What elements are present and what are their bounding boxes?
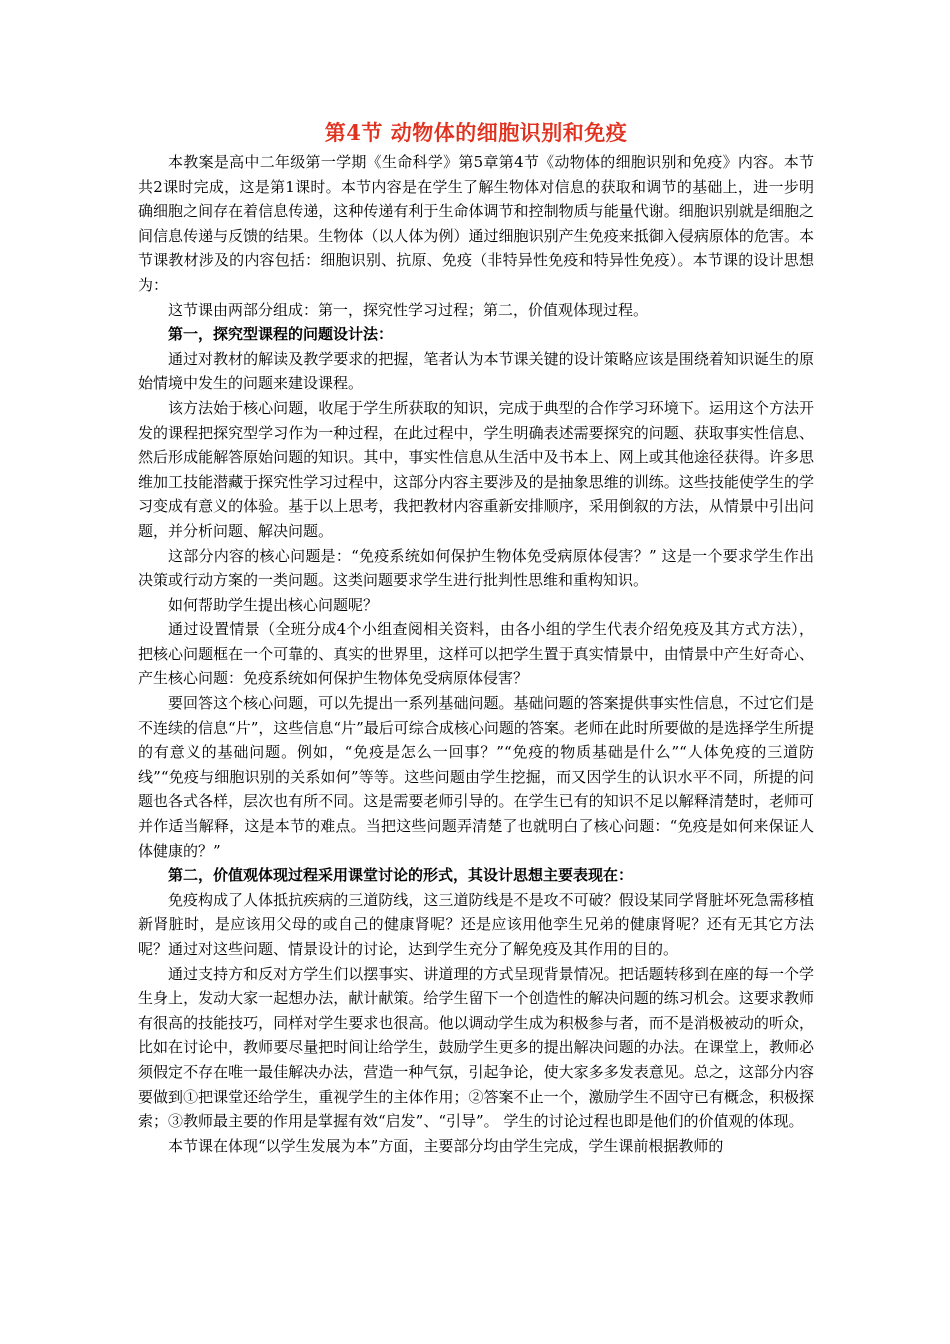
paragraph: 通过设置情景（全班分成4个小组查阅相关资料，由各小组的学生代表介绍免疫及其方式方法），把核心问题框在一个可靠的、真实的世界里，这样可以把学生置于真实情景中，由情景中产生好奇心、产生核心问题：免疫系统如何保护生物体免受病原体侵害？ <box>138 620 814 688</box>
paragraph: 要回答这个核心问题，可以先提出一系列基础问题。基础问题的答案提供事实性信息，不过它们是不连续的信息“片”，这些信息“片”最后可综合成核心问题的答案。老师在此时所要做的是选择学生所提的有意义的基础问题。例如，“免疫是怎么一回事？”“免疫的物质基础是什么”“人体免疫的三道防线”“免疫与细胞识别的关系如何”等等。这些问题由学生挖掘，而又因学生的认识水平不同，所提的问题也各式各样，层次也有所不同。这是需要老师引导的。在学生已有的知识不足以解释清楚时，老师可并作适当解释，这是本节的难点。当把这些问题弄清楚了也就明白了核心问题：“免疫是如何来保证人体健康的？” <box>138 694 814 860</box>
section-heading: 第二，价值观体现过程采用课堂讨论的形式，其设计思想主要表现在： <box>168 866 634 885</box>
document-title: 第4节 动物体的细胞识别和免疫 <box>324 120 628 145</box>
paragraph: 通过支持方和反对方学生们以摆事实、讲道理的方式呈现背景情况。把话题转移到在座的每一个学生身上，发动大家一起想办法，献计献策。给学生留下一个创造性的解决问题的练习机会。这要求教师有很高的技能技巧，同样对学生要求也很高。他以调动学生成为积极参与者，而不是消极被动的听众，比如在讨论中，教师要尽量把时间让给学生，鼓励学生更多的提出解决问题的办法。在课堂上，教师必须假定不存在唯一最佳解决办法，营造一种气氛，引起争论，使大家多多发表意见。总之，这部分内容要做到①把课堂还给学生，重视学生的主体作用；②答案不止一个，激励学生不固守已有概念，积极探索；③教师最主要的作用是掌握有效“启发”、“引导”。 学生的讨论过程也即是他们的价值观的体现。 <box>138 964 814 1131</box>
paragraph: 该方法始于核心问题，收尾于学生所获取的知识，完成于典型的合作学习环境下。运用这个方法开发的课程把探究型学习作为一种过程，在此过程中，学生明确表述需要探究的问题、获取事实性信息、然后形成能解答原始问题的知识。其中，事实性信息从生活中及书本上、网上或其他途径获得。许多思维加工技能潜藏于探究性学习过程中，这部分内容主要涉及的是抽象思维的训练。这些技能使学生的学习变成有意义的体验。基于以上思考，我把教材内容重新安排顺序，采用倒叙的方法，从情景中引出问题，并分析问题、解决问题。 <box>138 398 814 540</box>
paragraph: 免疫构成了人体抵抗疾病的三道防线，这三道防线是不是攻不可破？假设某同学肾脏坏死急需移植新肾脏时，是应该用父母的或自己的健康肾呢？还是应该用他孪生兄弟的健康肾呢？还有无其它方法呢？通过对这些问题、情景设计的讨论，达到学生充分了解免疫及其作用的目的。 <box>138 890 814 958</box>
paragraph: 本教案是高中二年级第一学期《生命科学》第5章第4节《动物体的细胞识别和免疫》内容。本节共2课时完成，这是第1课时。本节内容是在学生了解生物体对信息的获取和调节的基础上，进一步明确细胞之间存在着信息传递，这种传递有利于生命体调节和控制物质与能量代谢。细胞识别就是细胞之间信息传递与反馈的结果。生物体（以人体为例）通过细胞识别产生免疫来抵御入侵病原体的危害。本节课教材涉及的内容包括：细胞识别、抗原、免疫（非特异性免疫和特异性免疫）。本节课的设计思想为： <box>138 153 814 294</box>
document-body <box>138 150 814 1158</box>
paragraph: 通过对教材的解读及教学要求的把握，笔者认为本节课关键的设计策略应该是围绕着知识诞生的原始情境中发生的问题来建设课程。 <box>138 349 814 393</box>
paragraph: 这部分内容的核心问题是：“免疫系统如何保护生物体免受病原体侵害？” 这是一个要求学生作出决策或行动方案的一类问题。这类问题要求学生进行批判性思维和重构知识。 <box>138 546 814 590</box>
document-page <box>138 118 814 1158</box>
paragraph: 本节课在体现“以学生发展为本”方面，主要部分均由学生完成，学生课前根据教师的 <box>168 1136 724 1155</box>
paragraph: 这节课由两部分组成：第一，探究性学习过程；第二，价值观体现过程。 <box>168 300 649 319</box>
section-heading: 第一，探究型课程的问题设计法： <box>168 325 394 344</box>
paragraph: 如何帮助学生提出核心问题呢？ <box>168 595 379 614</box>
